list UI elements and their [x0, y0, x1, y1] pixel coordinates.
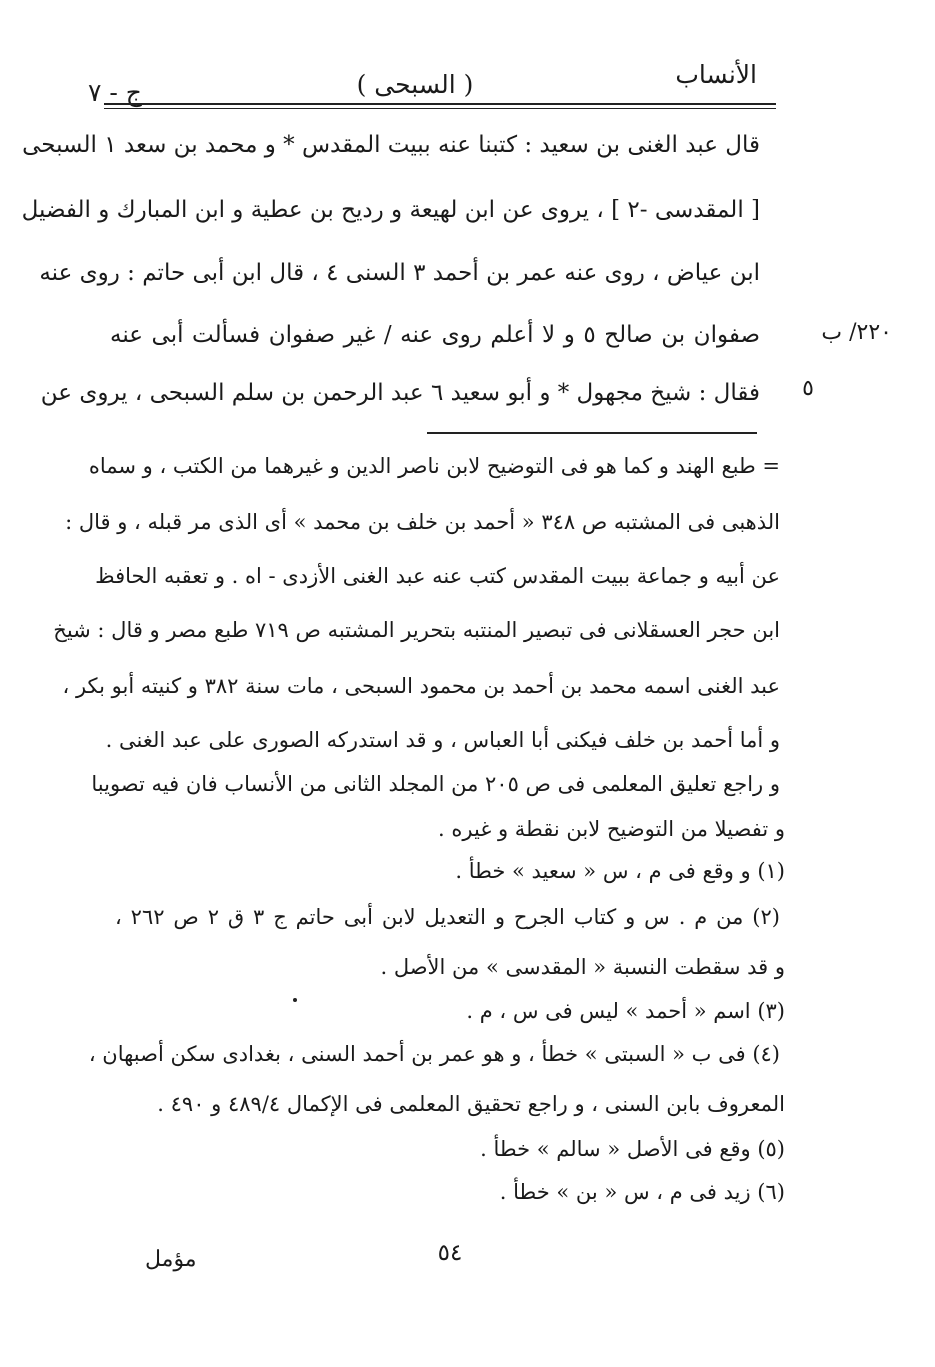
footnote-continuation-line: الذهبى فى المشتبه ص ٣٤٨ « أحمد بن خلف بن محمد » أى الذى مر قبله ، و قال : — [65, 510, 780, 534]
footnote-2-continued: و قد سقطت النسبة « المقدسى » من الأصل . — [380, 955, 785, 979]
footnote-1: (١) و وقع فى م ، س « سعيد » خطأ . — [455, 859, 785, 883]
footnote-continuation-line: ابن حجر العسقلانى فى تبصير المنتبه بتحرير المشتبه ص ٧١٩ طبع مصر و قال : شيخ — [53, 618, 780, 642]
footnote-continuation-line: عن أبيه و جماعة ببيت المقدس كتب عنه عبد الغنى الأزدى - اه . و تعقبه الحافظ — [95, 564, 780, 588]
main-text-line: قال عبد الغنى بن سعيد : كتبنا عنه ببيت المقدس * و محمد بن سعد ١ السبحى — [22, 132, 760, 158]
main-text-line: صفوان بن صالح ٥ و لا أعلم روى عنه / غير صفوان فسألت أبى عنه — [110, 322, 761, 348]
page-number: ٥٤ — [437, 1240, 463, 1266]
line-number: ٥ — [802, 376, 814, 401]
header-rule-thick — [104, 103, 776, 105]
main-text-line: فقال : شيخ مجهول * و أبو سعيد ٦ عبد الرحمن بن سلم السبحى ، يروى عن — [40, 380, 760, 406]
header-rule-thin — [104, 108, 776, 109]
main-text-line: ابن عياض ، روى عنه عمر بن أحمد ٣ السنى ٤ ، قال ابن أبى حاتم : روى عنه — [39, 260, 760, 286]
footnote-3: (٣) اسم « أحمد » ليس فى س ، م . — [466, 999, 785, 1023]
footnote-2: (٢) من م . س و كتاب الجرح و التعديل لابن أبى حاتم ج ٣ ق ٢ ص ٢٦٢ ، — [115, 905, 780, 929]
main-text-line: [ المقدسى -٢ ] ، يروى عن ابن لهيعة و رديح بن عطية و ابن المبارك و الفضيل — [21, 197, 760, 223]
footnote-continuation-line: و تفصيلا من التوضيح لابن نقطة و غيره . — [438, 817, 785, 841]
ink-speck — [293, 998, 297, 1002]
handwritten-signature: مؤمل — [145, 1247, 197, 1272]
footnote-continuation-line: = طبع الهند و كما هو فى التوضيح لابن ناصر الدين و غيرهما من الكتب ، و سماه — [88, 454, 780, 478]
footnote-6: (٦) زيد فى م ، س « بن » خطأ . — [499, 1180, 785, 1204]
book-title: الأنساب — [675, 60, 757, 89]
footnote-separator — [427, 432, 757, 434]
volume-number: ج - ٧ — [88, 78, 142, 107]
footnote-continuation-line: و أما أحمد بن خلف فيكنى أبا العباس ، و قد استدركه الصورى على عبد الغنى . — [105, 728, 780, 752]
footnote-4-continued: المعروف بابن السنى ، و راجع تحقيق المعلمى فى الإكمال ٤٨٩/٤ و ٤٩٠ . — [157, 1092, 785, 1116]
footnote-4: (٤) فى ب « السبتى » خطأ ، و هو عمر بن أحمد السنى ، بغدادى سكن أصبهان ، — [88, 1042, 780, 1066]
entry-heading: ( السبحى ) — [356, 70, 474, 99]
footnote-continuation-line: عبد الغنى اسمه محمد بن أحمد بن محمود السبحى ، مات سنة ٣٨٢ و كنيته أبو بكر ، — [62, 674, 780, 698]
folio-marker: ٢٢٠/ ب — [821, 320, 892, 345]
footnote-5: (٥) وقع فى الأصل « سالم » خطأ . — [480, 1137, 785, 1161]
footnote-continuation-line: و راجع تعليق المعلمى فى ص ٢٠٥ من المجلد الثانى من الأنساب فان فيه تصويبا — [91, 772, 780, 796]
